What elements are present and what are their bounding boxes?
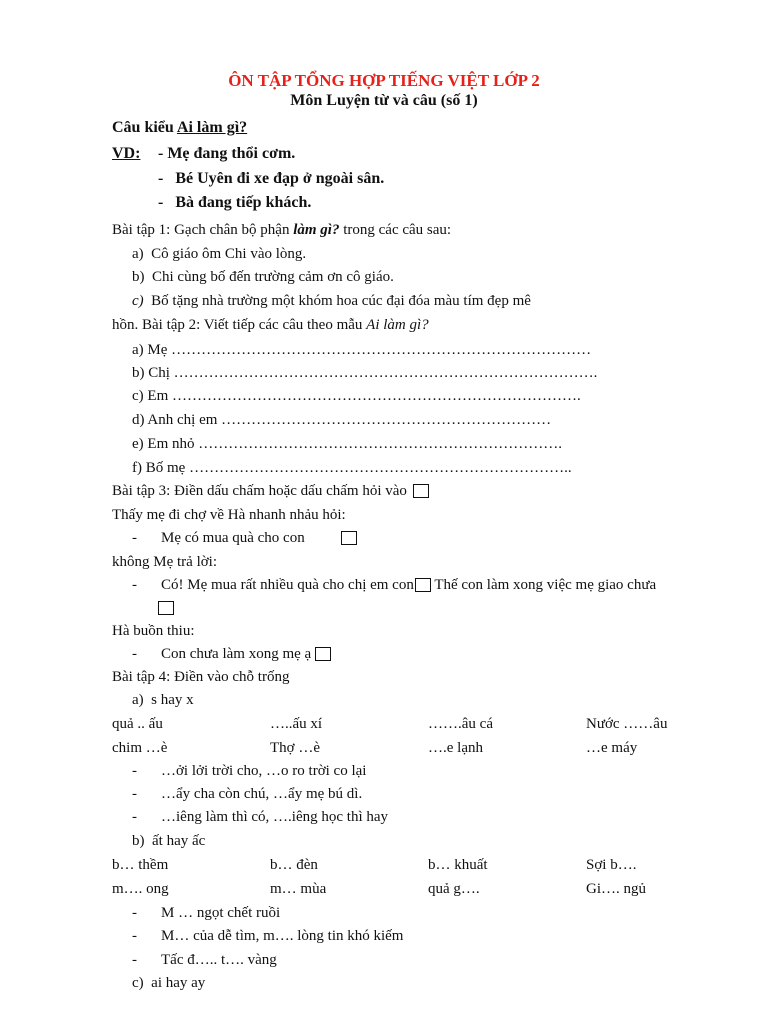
exercise-4-part-b: b) ất hay ấc xyxy=(132,833,206,849)
fill-cell: …..ấu xí xyxy=(270,716,323,732)
fill-cell: quả .. ấu xyxy=(112,716,163,732)
document-title: ÔN TẬP TỔNG HỢP TIẾNG VIỆT LỚP 2 xyxy=(228,71,540,90)
fill-cell: chim …è xyxy=(112,740,168,756)
exercise-3-heading: Bài tập 3: Điền dấu chấm hoặc dấu chấm hỏi vào xyxy=(112,481,429,501)
exercise-1-item-b: b) Chi cùng bố đến trường cảm ơn cô giáo. xyxy=(132,269,394,285)
answer-box[interactable] xyxy=(413,484,429,498)
proverb-line: - M… của dễ tìm, m…. lòng tin khó kiếm xyxy=(132,928,404,944)
fill-cell: b… đèn xyxy=(270,857,318,873)
exercise-3-line: - Mẹ có mua quà cho con xyxy=(132,528,357,548)
fill-cell: …….âu cá xyxy=(428,716,493,732)
answer-box[interactable] xyxy=(415,578,431,592)
exercise-2-heading: hồn. Bài tập 2: Viết tiếp các câu theo mẫu Ai làm gì? xyxy=(112,317,429,333)
exercise-2-item: a) Mẹ ………………………………………………………………………… xyxy=(132,342,592,358)
exercise-1-item-c: c) Bố tặng nhà trường một khóm hoa cúc đại đóa màu tím đẹp mê xyxy=(132,293,531,309)
exercise-4-part-c: c) ai hay ay xyxy=(132,975,206,991)
fill-cell: Thợ …è xyxy=(270,740,321,756)
exercise-2-item: d) Anh chị em ………………………………………………………… xyxy=(132,412,552,428)
fill-cell: m… mùa xyxy=(270,881,327,897)
exercise-3-line: - Con chưa làm xong mẹ ạ xyxy=(132,644,331,664)
proverb-line: - …ởi lởi trời cho, …o ro trời co lại xyxy=(132,763,367,779)
exercise-1-item-a: a) Cô giáo ôm Chi vào lòng. xyxy=(132,246,307,262)
exercise-3-line: không Mẹ trả lời: xyxy=(112,554,217,570)
exercise-2-item: e) Em nhỏ ………………………………………………………………. xyxy=(132,436,562,452)
fill-cell: quả g…. xyxy=(428,881,480,897)
exercise-2-item: f) Bố mẹ ………………………………………………………………….. xyxy=(132,460,572,476)
exercise-2-item: b) Chị …………………………………………………………………………. xyxy=(132,365,598,381)
example-sentence-3: - Bà đang tiếp khách. xyxy=(158,194,312,211)
fill-cell: ….e lạnh xyxy=(428,740,483,756)
exercise-3-line: Thấy mẹ đi chợ về Hà nhanh nhảu hỏi: xyxy=(112,507,346,523)
example-line-1 xyxy=(112,144,140,164)
pattern-prefix: Câu kiểu xyxy=(112,119,177,136)
fill-cell: m…. ong xyxy=(112,881,169,897)
exercise-4-heading: Bài tập 4: Điền vào chỗ trống xyxy=(112,669,290,685)
fill-cell: Gi…. ngủ xyxy=(586,881,646,897)
pattern-name: Ai làm gì? xyxy=(176,119,248,136)
fill-cell: Sợi b…. xyxy=(586,857,637,873)
answer-box[interactable] xyxy=(158,601,174,615)
exercise-4-part-a: a) s hay x xyxy=(132,692,194,708)
example-sentence-2: - Bé Uyên đi xe đạp ở ngoài sân. xyxy=(158,170,385,187)
sentence-pattern-heading xyxy=(112,118,247,138)
fill-cell: …e máy xyxy=(586,740,638,756)
answer-box[interactable] xyxy=(341,531,357,545)
answer-box[interactable] xyxy=(315,647,331,661)
document-subtitle: Môn Luyện từ và câu (số 1) xyxy=(290,92,478,109)
exercise-1-heading: Bài tập 1: Gạch chân bộ phận làm gì? trong các câu sau: xyxy=(112,222,452,238)
proverb-line: - Tấc đ….. t…. vàng xyxy=(132,952,277,968)
proverb-line: - M … ngọt chết ruồi xyxy=(132,905,281,921)
exercise-3-line: - Có! Mẹ mua rất nhiều quà cho chị em con Thế con làm xong việc mẹ giao chưa xyxy=(132,577,657,593)
fill-cell: b… khuất xyxy=(428,857,488,873)
exercise-3-line: Hà buồn thiu: xyxy=(112,623,195,639)
exercise-3-line xyxy=(152,598,174,618)
proverb-line: - …ẩy cha còn chú, …ẩy mẹ bú dì. xyxy=(132,786,363,802)
fill-cell: b… thềm xyxy=(112,857,169,873)
exercise-2-item: c) Em ………………………………………………………………………. xyxy=(132,388,581,404)
example-sentence-1: - Mẹ đang thổi cơm. xyxy=(158,145,296,162)
example-label: VD: xyxy=(112,145,141,162)
proverb-line: - …iêng làm thì có, ….iêng học thì hay xyxy=(132,809,389,825)
fill-cell: Nước ……âu xyxy=(586,716,668,732)
